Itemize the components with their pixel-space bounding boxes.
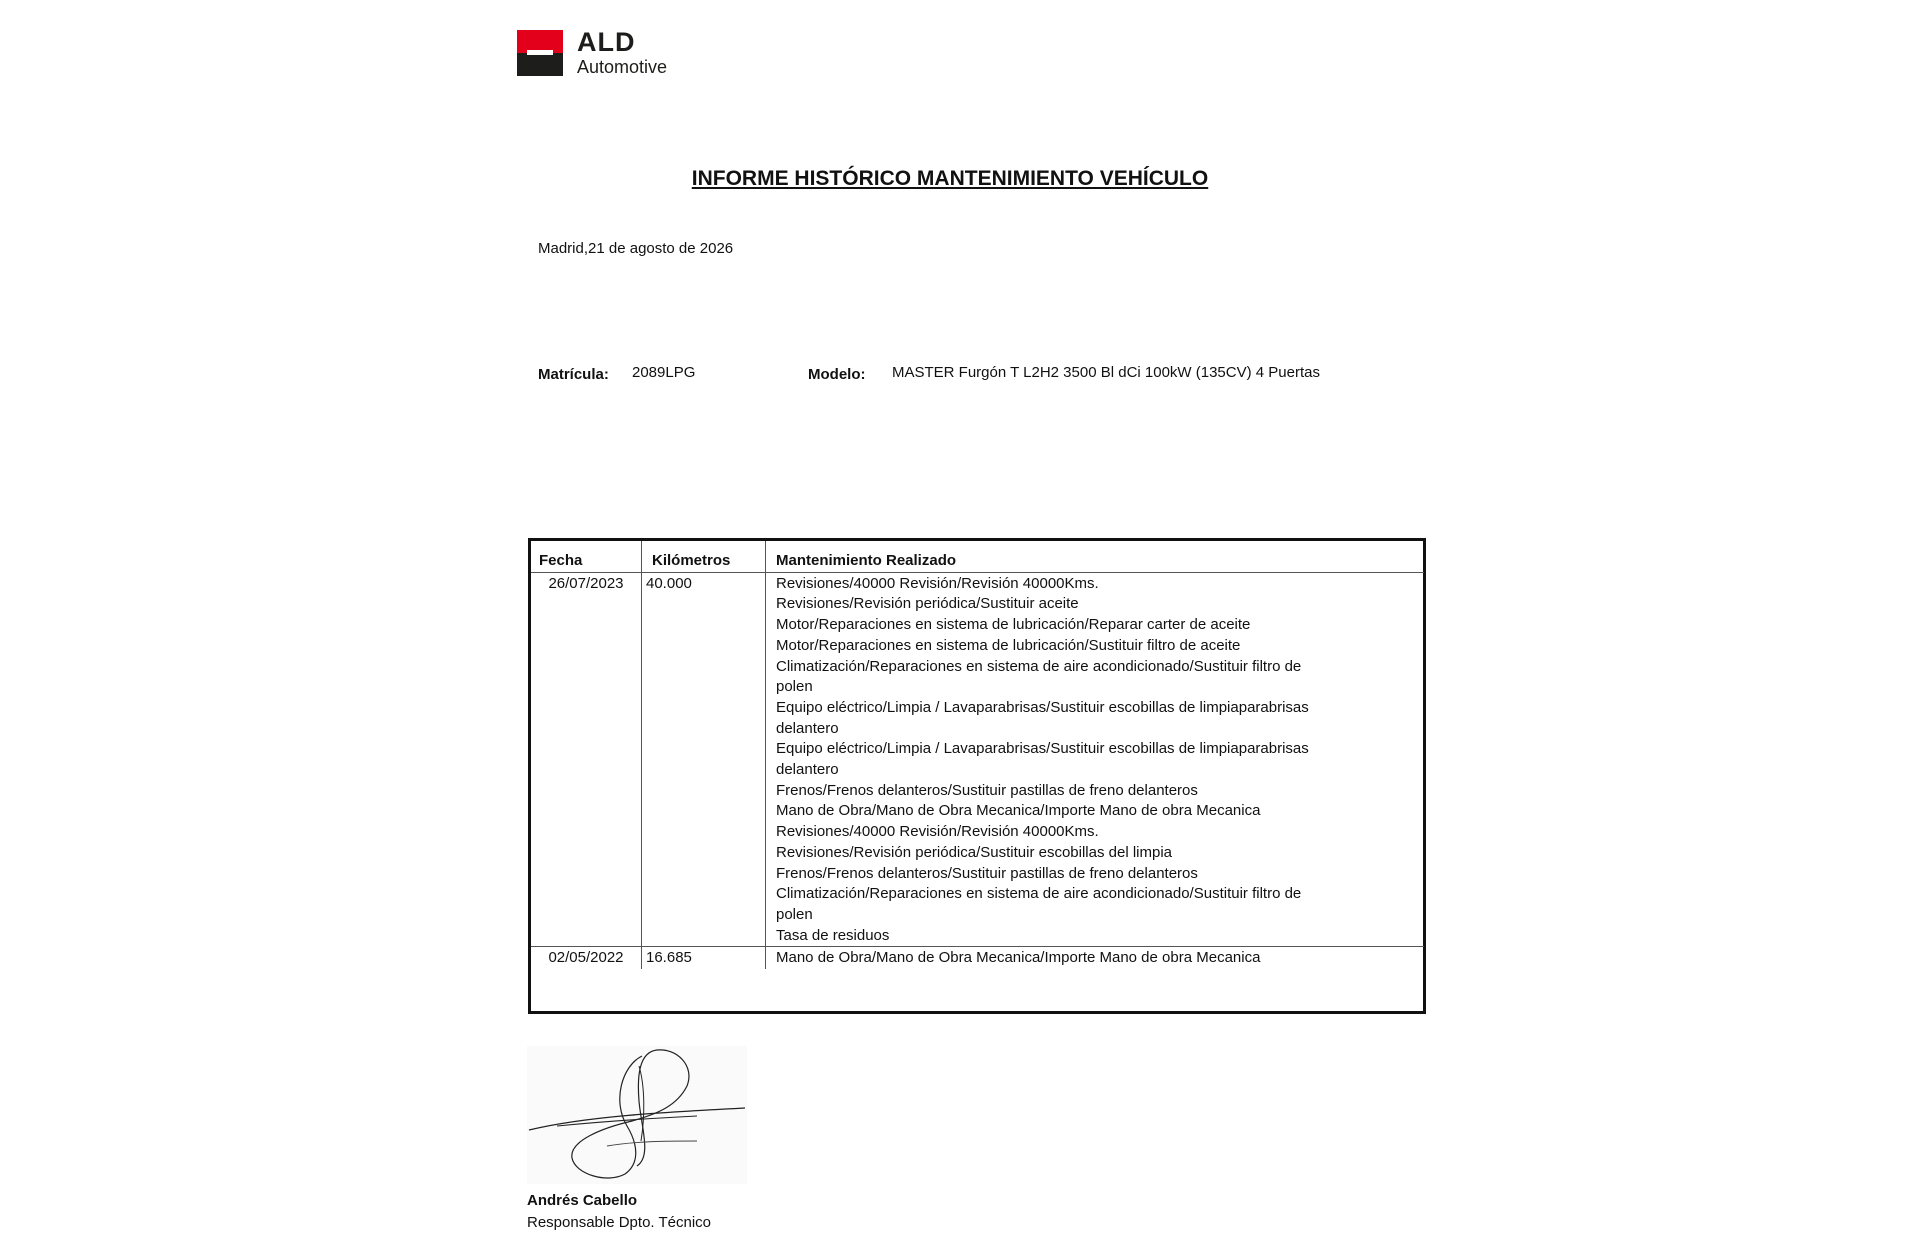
maintenance-item: Mano de Obra/Mano de Obra Mecanica/Importe Mano de obra Mecanica (776, 802, 1261, 820)
date-line: Madrid,21 de agosto de 2026 (538, 240, 734, 257)
plate-label: Matrícula: (538, 366, 609, 383)
model-label: Modelo: (808, 366, 866, 383)
maintenance-item: Frenos/Frenos delanteros/Sustituir pastillas de freno delanteros (776, 864, 1198, 882)
maintenance-item: Mano de Obra/Mano de Obra Mecanica/Importe Mano de obra Mecanica (776, 949, 1261, 967)
maintenance-item: Motor/Reparaciones en sistema de lubricación/Sustituir filtro de aceite (776, 636, 1241, 654)
maintenance-item: Motor/Reparaciones en sistema de lubricación/Reparar carter de aceite (776, 616, 1251, 634)
document-title: INFORME HISTÓRICO MANTENIMIENTO VEHÍCULO (691, 167, 1209, 190)
maintenance-item: Climatización/Reparaciones en sistema de aire acondicionado/Sustituir filtro de polen (776, 885, 1302, 923)
logo-sub-text: Automotive (577, 57, 668, 77)
maintenance-table-box (528, 538, 1426, 1014)
table-header-row (531, 541, 1424, 572)
logo-brand-text: ALD (577, 27, 636, 57)
cell-fecha: 02/05/2022 (531, 947, 642, 969)
ald-automotive-logo (517, 27, 689, 80)
plate-value: 2089LPG (632, 364, 696, 381)
cell-km: 40.000 (642, 572, 766, 947)
signer-name: Andrés Cabello (527, 1192, 638, 1209)
model-value: MASTER Furgón T L2H2 3500 Bl dCi 100kW (135CV) 4 Puertas (892, 364, 1320, 381)
table-row (531, 947, 1424, 969)
cell-mantenimiento (766, 947, 1425, 969)
header-fecha: Fecha (531, 541, 642, 572)
maintenance-item: Revisiones/Revisión periódica/Sustituir escobillas del limpia (776, 843, 1173, 861)
maintenance-item: Revisiones/40000 Revisión/Revisión 40000Kms. (776, 574, 1099, 592)
maintenance-item: Climatización/Reparaciones en sistema de aire acondicionado/Sustituir filtro de polen (776, 657, 1302, 696)
maintenance-item: Equipo eléctrico/Limpia / Lavaparabrisas/Sustituir escobillas de limpiaparabrisas delantero (776, 698, 1309, 737)
header-mantenimiento: Mantenimiento Realizado (766, 541, 1425, 572)
signer-role: Responsable Dpto. Técnico (527, 1214, 711, 1231)
signature-image (527, 1046, 747, 1184)
maintenance-item: Frenos/Frenos delanteros/Sustituir pastillas de freno delanteros (776, 781, 1198, 799)
logo-mark-icon (517, 30, 563, 76)
header-km: Kilómetros (642, 541, 766, 572)
cell-km: 16.685 (642, 947, 766, 969)
cell-fecha: 26/07/2023 (531, 572, 642, 947)
table-row (531, 572, 1424, 947)
maintenance-table (531, 541, 1424, 969)
cell-mantenimiento (766, 572, 1425, 947)
maintenance-item: Equipo eléctrico/Limpia / Lavaparabrisas/Sustituir escobillas de limpiaparabrisas delantero (776, 740, 1309, 779)
maintenance-item: Revisiones/40000 Revisión/Revisión 40000Kms. (776, 823, 1099, 841)
maintenance-item: Revisiones/Revisión periódica/Sustituir aceite (776, 595, 1079, 613)
maintenance-item: Tasa de residuos (776, 926, 890, 944)
